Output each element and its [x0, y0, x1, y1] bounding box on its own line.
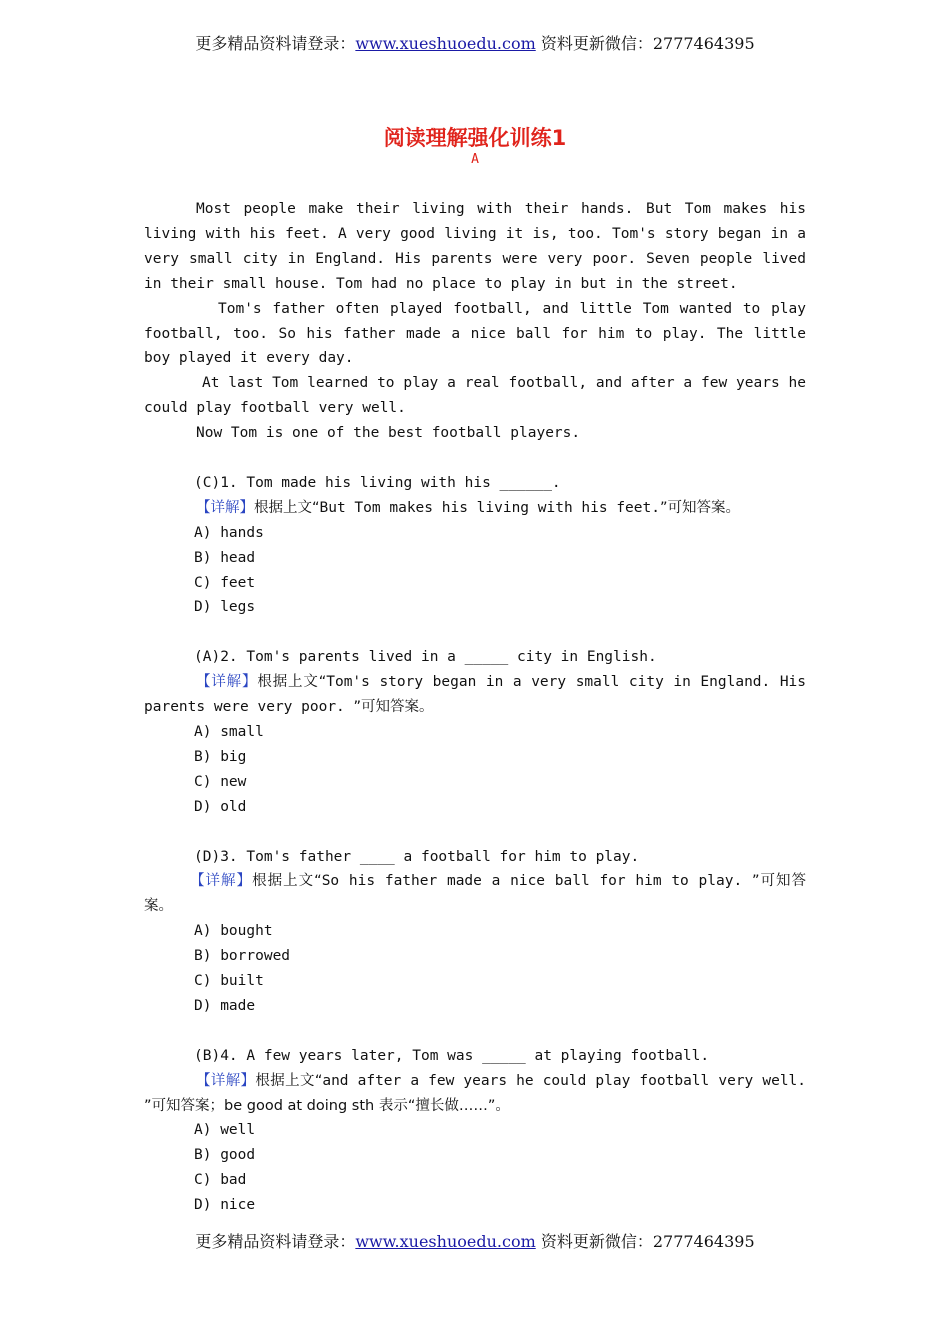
question-3-stem: (D)3. Tom's father ____ a football for him to play. [194, 848, 640, 865]
document-title: 阅读理解强化训练1 [383, 126, 567, 150]
header-link[interactable]: www.xueshuoedu.com [355, 34, 536, 53]
question-3-option-c: C) built [194, 973, 264, 990]
question-1-option-b: B) head [194, 549, 256, 566]
question-1-option-c: C) feet [194, 574, 256, 591]
detail-label: 【详解】 [196, 499, 254, 516]
question-4-stem: (B)4. A few years later, Tom was _____ at playing football. [194, 1047, 710, 1064]
question-4-option-d: D) nice [194, 1197, 256, 1214]
question-2-option-a: A) small [194, 724, 264, 740]
question-1-option-a: A) hands [194, 524, 264, 541]
question-2-option-d: D) old [194, 798, 247, 815]
header-prefix: 更多精品资料请登录： [195, 34, 356, 53]
footer-suffix: 资料更新微信：2777464395 [535, 1232, 755, 1251]
document-body [144, 197, 806, 1218]
page-header [0, 31, 950, 54]
question-1-option-d: D) legs [194, 599, 256, 616]
question-1-stem: (C)1. Tom made his living with his ______. [194, 474, 561, 491]
question-3-option-b: B) borrowed [194, 948, 291, 965]
question-2-option-c: C) new [194, 773, 247, 790]
passage-paragraph-2: Tom's father often played football, and little Tom wanted to play football, too. So his father made a nice ball for him to play. The little boy played it every day. [144, 300, 806, 367]
question-3-option-a: A) bought [194, 923, 273, 940]
page-footer [0, 1229, 950, 1252]
footer-prefix: 更多精品资料请登录： [195, 1232, 356, 1251]
question-4-option-b: B) good [194, 1147, 256, 1164]
passage-paragraph-1: Most people make their living with their hands. But Tom makes his living with his feet. A very good living it is, too. Tom's story began in a very small city in England. His parents were very poor. Seven people lived in their small house. Tom had no place to play in but in the street. [144, 201, 806, 292]
question-3-explanation: 【详解】根据上文“So his father made a nice ball for him to play. ”可知答案。 [144, 873, 807, 915]
question-1-explanation: 【详解】根据上文“But Tom makes his living with his feet.”可知答案。 [196, 499, 740, 516]
detail-label: 【详解】 [190, 873, 253, 890]
header-suffix: 资料更新微信：2777464395 [535, 34, 755, 53]
question-4-explanation: 【详解】根据上文“and after a few years he could play football very well. ”可知答案；be good at doing sth 表示“擅长做……”。 [144, 1072, 807, 1114]
footer-link[interactable]: www.xueshuoedu.com [355, 1232, 536, 1251]
question-4-option-a: A) well [194, 1122, 256, 1139]
question-2-stem: (A)2. Tom's parents lived in a _____ city in English. [194, 649, 657, 666]
question-2-option-b: B) big [194, 748, 247, 765]
passage-paragraph-4: Now Tom is one of the best football players. [196, 425, 581, 442]
question-4-option-c: C) bad [194, 1172, 247, 1189]
question-2-explanation: 【详解】根据上文“Tom's story began in a very small city in England. His parents were very poor. ”可知答案。 [144, 674, 807, 716]
passage-paragraph-3: At last Tom learned to play a real football, and after a few years he could play football very well. [144, 375, 806, 417]
detail-label: 【详解】 [196, 674, 258, 691]
detail-label: 【详解】 [196, 1072, 256, 1089]
section-label: A [471, 152, 479, 167]
question-3-option-d: D) made [194, 997, 256, 1014]
